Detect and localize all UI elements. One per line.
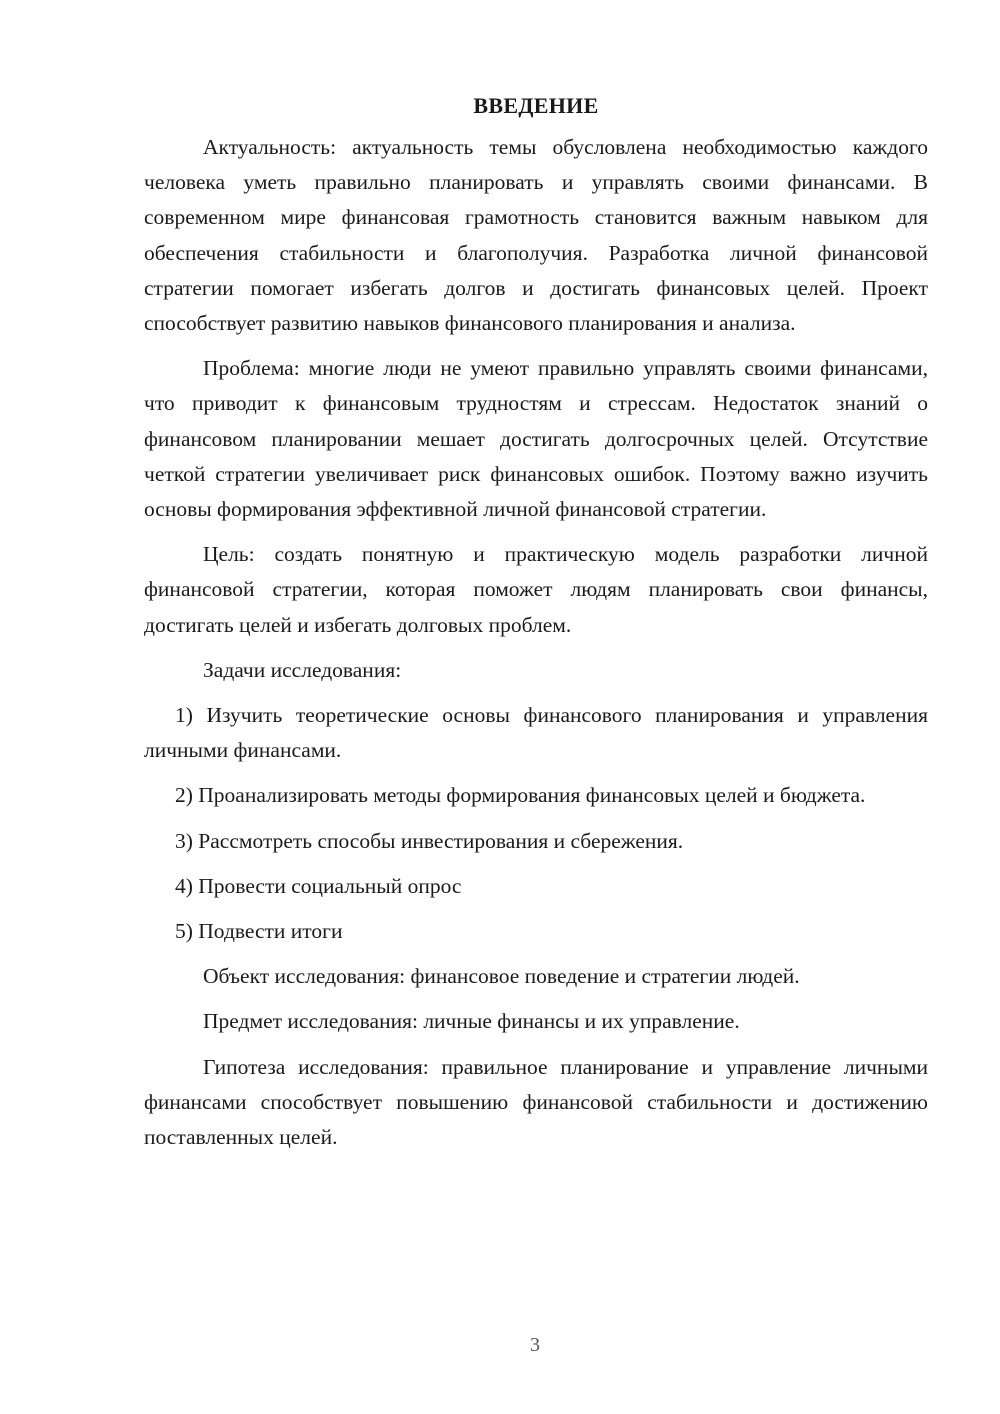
list-item: 1) Изучить теоретические основы финансового планирования и управления личными финансами. (144, 703, 928, 763)
hypothesis-paragraph: Гипотеза исследования: правильное планирование и управление личными финансами способствует повышению финансовой стабильности и достижению поставленных целей. (144, 1054, 928, 1150)
list-item: 3) Рассмотреть способы инвестирования и сбережения. (175, 828, 684, 853)
tasks-heading: Задачи исследования: (203, 657, 402, 682)
list-item: 4) Провести социальный опрос (175, 873, 462, 898)
object-paragraph: Объект исследования: финансовое поведение и стратегии людей. (203, 964, 800, 989)
subject-paragraph: Предмет исследования: личные финансы и их управление. (203, 1009, 740, 1034)
tasks-list (144, 698, 928, 949)
document-page (144, 92, 928, 1165)
list-item: 2) Проанализировать методы формирования финансовых целей и бюджета. (175, 783, 866, 808)
page-title: ВВЕДЕНИЕ (473, 93, 599, 118)
goal-paragraph: Цель: создать понятную и практическую модель разработки личной финансовой стратегии, которая поможет людям планировать свои финансы, достигать целей и избегать долговых проблем. (144, 542, 928, 637)
list-item: 5) Подвести итоги (175, 919, 343, 944)
problem-paragraph: Проблема: многие люди не умеют правильно управлять своими финансами, что приводит к финансовым трудностям и стрессам. Недостаток знаний о финансовом планировании мешает достигать долгосрочных целей. Отсутствие четкой стратегии увеличивает риск финансовых ошибок. Поэтому важно изучить основы формирования эффективной личной финансовой стратегии. (144, 356, 928, 522)
relevance-paragraph: Актуальность: актуальность темы обусловлена необходимостью каждого человека уметь правильно планировать и управлять своими финансами. В современном мире финансовая грамотность становится важным навыком для обеспечения стабильности и благополучия. Разработка личной финансовой стратегии помогает избегать долгов и достигать финансовых целей. Проект способствует развитию навыков финансового планирования и анализа. (144, 135, 928, 336)
page-number: 3 (530, 1334, 540, 1356)
